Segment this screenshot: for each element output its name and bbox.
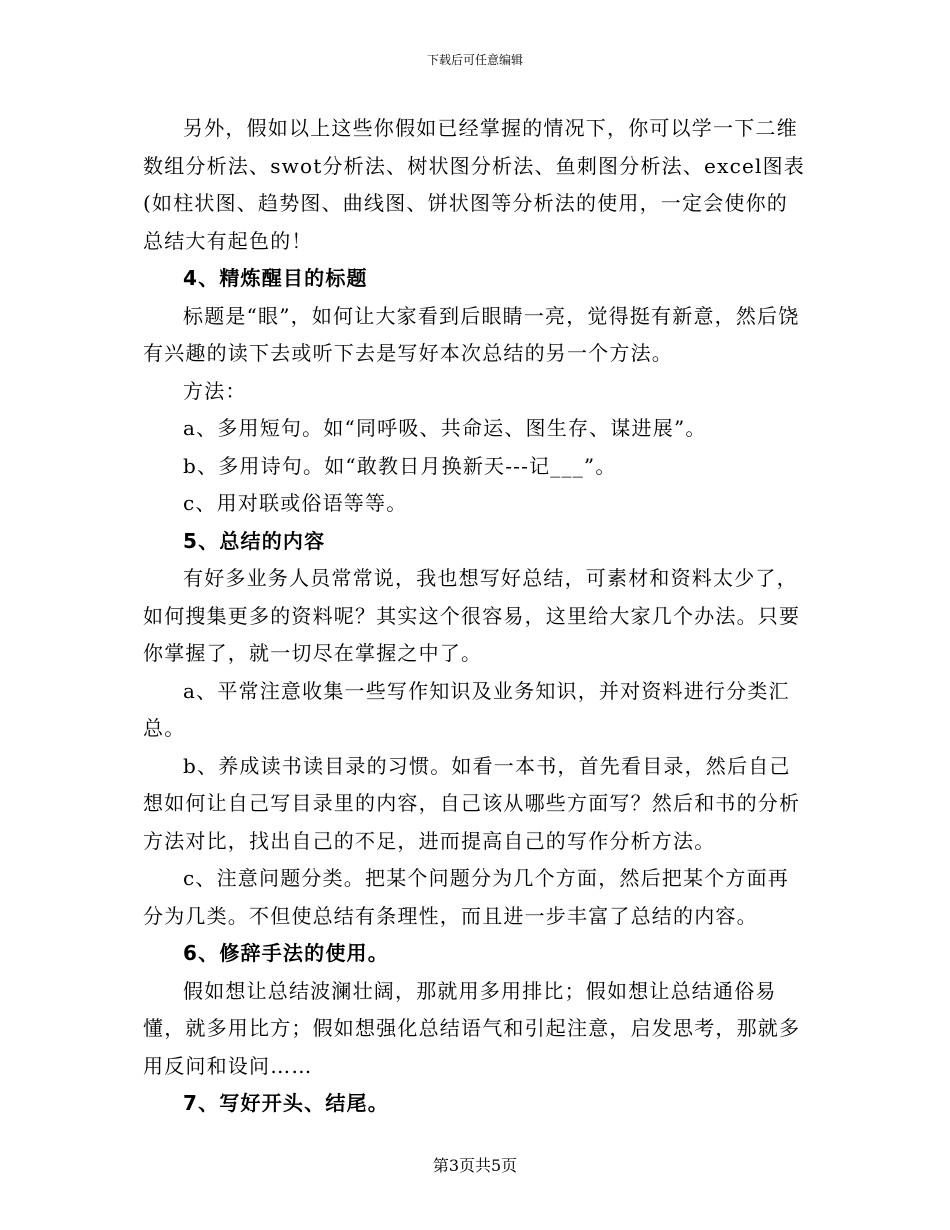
- paragraph-collect-materials: 有好多业务人员常常说，我也想写好总结，可素材和资料太少了，如何搜集更多的资料呢？其实这个很容易，这里给大家几个办法。只要你掌握了，就一切尽在掌握之中了。: [143, 566, 801, 665]
- list-item-b-poetry: b、多用诗句。如“敢教日月换新天---记___”。: [183, 453, 617, 478]
- document-body: [143, 110, 808, 1123]
- list-item-c-classify-problems: c、注意问题分类。把某个问题分为几个方面，然后把某个方面再分为几类。不但使总结有条理性，而且进一步丰富了总结的内容。: [143, 866, 790, 928]
- list-item-a-collect-knowledge: a、平常注意收集一些写作知识及业务知识，并对资料进行分类汇总。: [143, 678, 790, 740]
- paragraph-analysis-methods: 另外，假如以上这些你假如已经掌握的情况下，你可以学一下二维数组分析法、swot分析法、树状图分析法、鱼刺图分析法、excel图表(如柱状图、趋势图、曲线图、饼状图等分析法的使用，一定会使你的总结大有起色的！: [143, 116, 806, 253]
- paragraph-title-importance: 标题是“眼”，如何让大家看到后眼睛一亮，觉得挺有新意，然后饶有兴趣的读下去或听下去是写好本次总结的另一个方法。: [143, 303, 800, 365]
- paragraph-rhetoric: 假如想让总结波澜壮阔，那就用多用排比；假如想让总结通俗易懂，就多用比方；假如想强化总结语气和引起注意，启发思考，那就多用反问和设问……: [143, 978, 801, 1078]
- section-heading-7: 7、写好开头、结尾。: [183, 1091, 389, 1115]
- page-footer: 第3页共5页: [432, 1156, 518, 1175]
- page-header: 下载后可任意编辑: [426, 53, 523, 67]
- section-heading-5: 5、总结的内容: [183, 528, 326, 553]
- section-heading-6: 6、修辞手法的使用。: [183, 941, 389, 965]
- list-item-c-couplets: c、用对联或俗语等等。: [183, 491, 408, 515]
- list-item-b-read-contents: b、养成读书读目录的习惯。如看一本书，首先看目录，然后自己想如何让自己写目录里的内容，自己该从哪些方面写？然后和书的分析方法对比，找出自己的不足，进而提高自己的写作分析方法。: [143, 753, 801, 853]
- section-heading-4: 4、精炼醒目的标题: [183, 266, 368, 290]
- paragraph-methods-label: 方法：: [183, 378, 247, 403]
- list-item-a-short-sentences: a、多用短句。如“同呼吸、共命运、图生存、谋进展”。: [183, 416, 707, 440]
